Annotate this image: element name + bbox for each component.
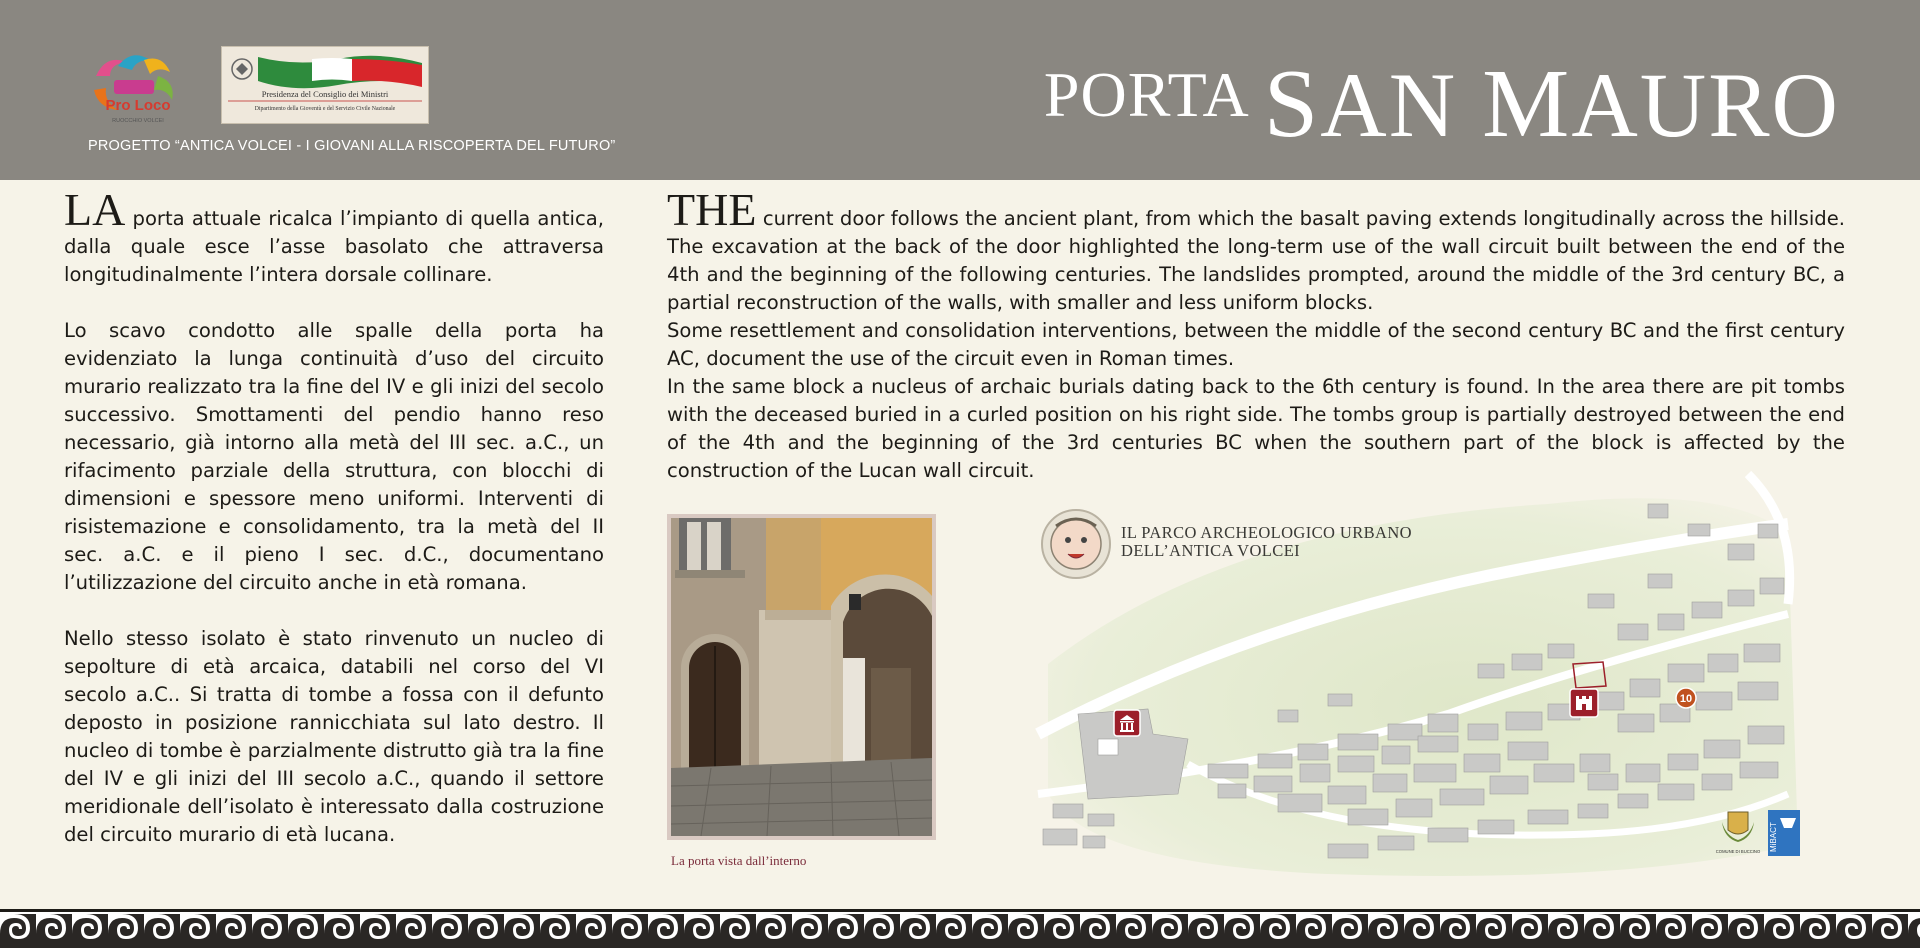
- italian-paragraph-1: LA porta attuale ricalca l’impianto di quella antica, dalla quale esce l’asse basolato che attraversa longitudinalmente l’intera dorsale collinare.: [64, 184, 604, 286]
- english-paragraph-1: THE current door follows the ancient plant, from which the basalt paving extends longitudinally across the hillside. The excavation at the back of the door highlighted the long-term use of the wall circuit built between the end of the 4th and the beginning of the following centuries. The landslides prompted, around the middle of the 3rd century BC, a partial reconstruction of the walls, with smaller and less uniform blocks.: [667, 184, 1845, 314]
- italian-text-column: [64, 184, 604, 877]
- map-title-line-1: IL PARCO ARCHEOLOGICO URBANO: [1121, 523, 1412, 542]
- title-word-porta: PORTA: [1043, 59, 1250, 130]
- pro-loco-text: Pro Loco: [105, 97, 171, 114]
- pro-loco-subtext: RUOCCHIO VOLCEI: [112, 118, 164, 124]
- map-title: [1121, 524, 1412, 560]
- map-title-line-2: DELL’ANTICA VOLCEI: [1121, 541, 1301, 560]
- gate-photo: [671, 518, 932, 836]
- header-band: [0, 0, 1920, 180]
- page-title: [1044, 48, 1840, 160]
- photo-frame: [667, 514, 936, 840]
- italian-dropcap: LA: [64, 184, 126, 235]
- photo-caption: La porta vista dall’interno: [671, 853, 807, 868]
- government-logo: [221, 46, 429, 124]
- museum-marker-icon: [1114, 710, 1140, 736]
- pro-loco-logo: [88, 46, 188, 126]
- mibact-logo: [1768, 810, 1800, 856]
- medusa-medallion-icon: [1042, 510, 1110, 578]
- italian-paragraph-3: Nello stesso isolato è stato rinvenuto un nucleo di sepolture di età arcaica, databili nel corso del VI secolo a.C.. Si tratta di tombe a fossa con il defunto deposto in posizione rannicchiata sul lato destro. Il nucleo di tombe è parzialmente distrutto già tra la fine del IV e gli inizi del III secolo a.C., quando il settore meridionale dell’isolato è interessato dalla costruzione del circuito murario di età lucana.: [64, 627, 604, 846]
- english-dropcap: THE: [667, 184, 757, 235]
- english-text-column: [667, 184, 1845, 485]
- english-paragraph-2: Some resettlement and consolidation interventions, between the middle of the second century BC and the first century AC, document the use of the circuit even in Roman times.: [667, 319, 1845, 370]
- site-number-marker: [1676, 688, 1696, 708]
- project-line: PROGETTO “ANTICA VOLCEI - I GIOVANI ALLA RISCOPERTA DEL FUTURO”: [88, 138, 616, 154]
- gov-logo-line2: Dipartimento della Gioventù e del Servizio Civile Nazionale: [254, 106, 396, 112]
- site-number-text: 10: [1679, 693, 1693, 705]
- gov-logo-line1: Presidenza del Consiglio dei Ministri: [261, 89, 389, 99]
- italian-paragraph-2: Lo scavo condotto alle spalle della porta ha evidenziato la lunga continuità d’uso del circuito murario realizzato tra la fine del IV e gli inizi del secolo successivo. Smottamenti del pendio hanno reso necessario, già intorno alla metà del III sec. a.C., un rifacimento parziale della struttura, con blocchi di dimensioni e spessore meno uniformi. Interventi di risistemazione e consolidamento, tra la metà del II sec. a.C. e il pieno I sec. d.C., documentano l’utilizzazione del circuito anche in età romana.: [64, 319, 604, 594]
- wave-ornament-band: [0, 912, 1920, 948]
- comune-logo-text: COMUNE DI BUCCINO: [1715, 849, 1761, 854]
- english-paragraph-3: In the same block a nucleus of archaic burials dating back to the 6th century is found. In the area there are pit tombs with the deceased buried in a curled position on his right side. The tombs group is partially destroyed between the end of the 4th and the beginning of the 3rd centuries BC when the southern part of the block is affected by the construction of the Lucan wall circuit.: [667, 375, 1845, 482]
- mibact-logo-text: MiBACT: [1769, 822, 1778, 852]
- title-san-mauro: SAN MAURO: [1263, 50, 1840, 158]
